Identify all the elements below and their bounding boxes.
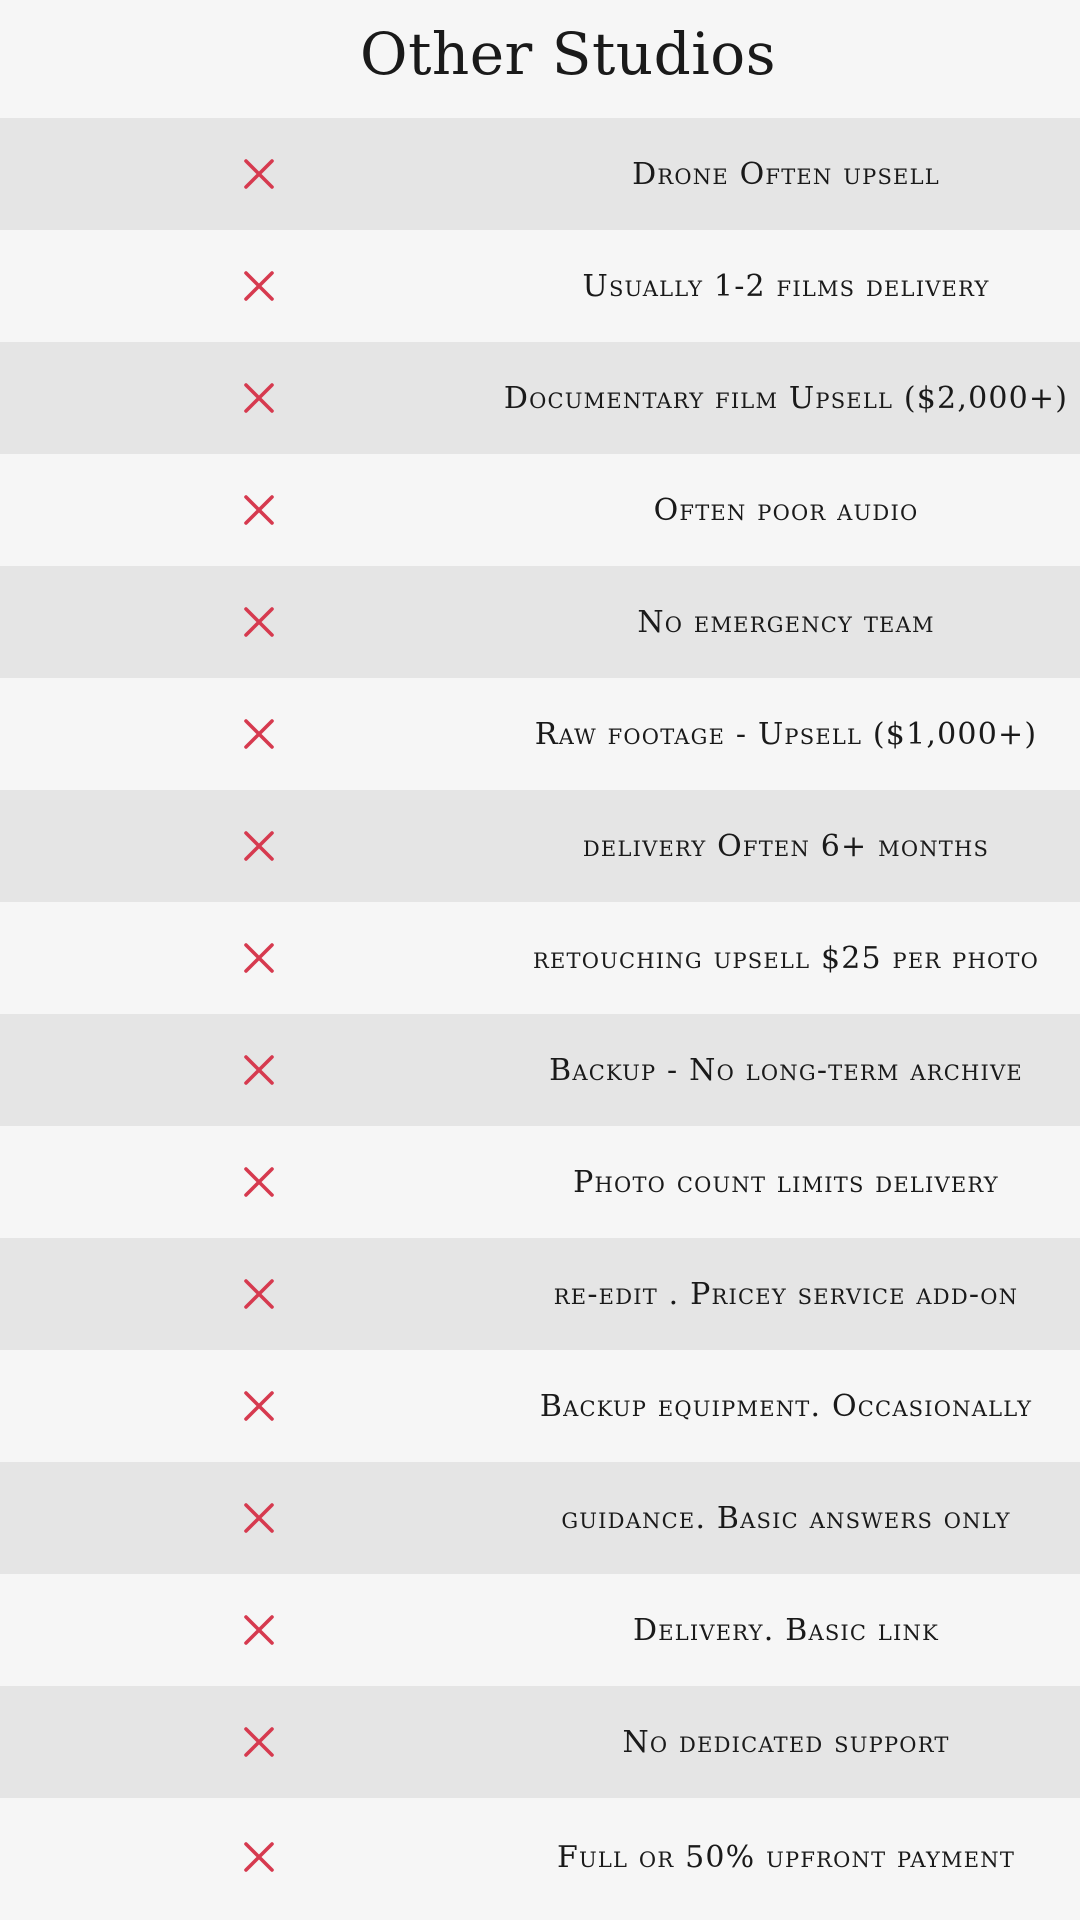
x-icon bbox=[242, 1165, 276, 1199]
list-item bbox=[0, 1238, 1080, 1350]
list-item bbox=[0, 902, 1080, 1014]
list-item-text: Backup equipment. Occasionally bbox=[539, 1388, 1033, 1424]
list-item-text: Delivery. Basic link bbox=[632, 1612, 940, 1648]
list-item bbox=[0, 566, 1080, 678]
x-icon bbox=[242, 941, 276, 975]
x-icon bbox=[242, 157, 276, 191]
x-icon bbox=[242, 1840, 276, 1874]
list-item-text: retouching upsell $25 per photo bbox=[532, 940, 1040, 976]
list-item-text: Documentary film Upsell ($2,000+) bbox=[503, 380, 1069, 416]
list-item-text: Raw footage - Upsell ($1,000+) bbox=[534, 716, 1038, 752]
x-icon bbox=[242, 1725, 276, 1759]
comparison-list bbox=[0, 118, 1080, 1916]
x-icon bbox=[242, 1613, 276, 1647]
x-icon bbox=[242, 493, 276, 527]
list-item bbox=[0, 342, 1080, 454]
list-item-text: Drone Often upsell bbox=[632, 156, 940, 192]
list-item bbox=[0, 454, 1080, 566]
list-item-text: re-edit . Pricey service add-on bbox=[553, 1276, 1019, 1312]
list-item bbox=[0, 1798, 1080, 1916]
list-item bbox=[0, 230, 1080, 342]
x-icon bbox=[242, 605, 276, 639]
list-item bbox=[0, 1574, 1080, 1686]
list-item bbox=[0, 1014, 1080, 1126]
list-item-text: Often poor audio bbox=[653, 492, 919, 528]
x-icon bbox=[242, 1389, 276, 1423]
list-item bbox=[0, 790, 1080, 902]
list-item-text: Full or 50% upfront payment bbox=[556, 1839, 1016, 1875]
list-item bbox=[0, 1350, 1080, 1462]
list-item-text: Backup - No long-term archive bbox=[549, 1052, 1023, 1088]
x-icon bbox=[242, 381, 276, 415]
list-item bbox=[0, 1686, 1080, 1798]
list-item-text: No emergency team bbox=[637, 604, 935, 640]
x-icon bbox=[242, 829, 276, 863]
list-item bbox=[0, 1126, 1080, 1238]
list-item-text: delivery Often 6+ months bbox=[582, 828, 990, 864]
list-item bbox=[0, 678, 1080, 790]
list-item bbox=[0, 1462, 1080, 1574]
list-item bbox=[0, 118, 1080, 230]
x-icon bbox=[242, 1277, 276, 1311]
list-item-text: Photo count limits delivery bbox=[573, 1164, 999, 1200]
page-title: Other Studios bbox=[360, 20, 776, 88]
x-icon bbox=[242, 1501, 276, 1535]
list-item-text: guidance. Basic answers only bbox=[561, 1500, 1011, 1536]
x-icon bbox=[242, 717, 276, 751]
x-icon bbox=[242, 1053, 276, 1087]
header bbox=[0, 0, 1080, 118]
list-item-text: No dedicated support bbox=[622, 1724, 950, 1760]
x-icon bbox=[242, 269, 276, 303]
list-item-text: Usually 1-2 films delivery bbox=[582, 268, 990, 304]
